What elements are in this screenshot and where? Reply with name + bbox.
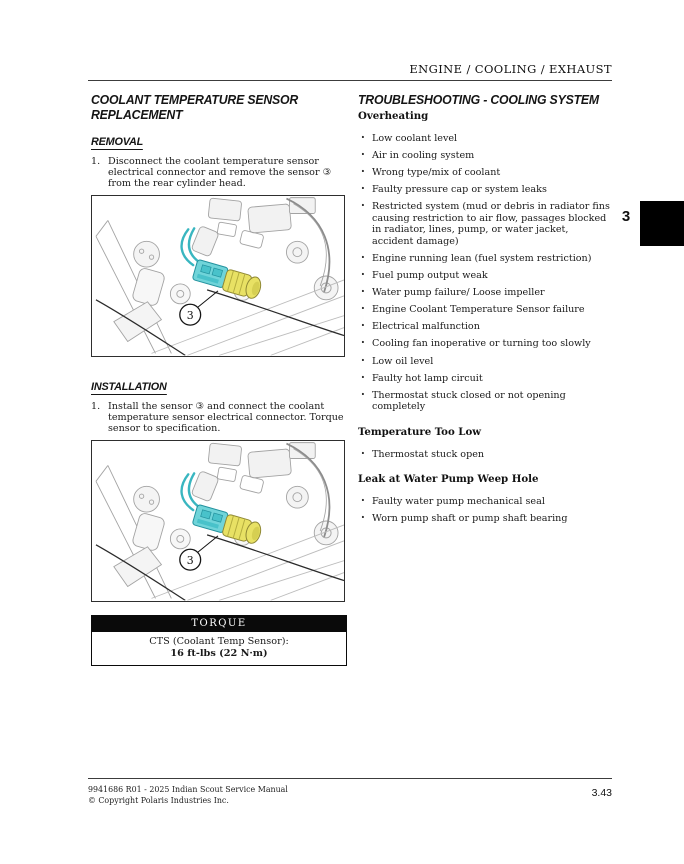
list-item: · Faulty pressure cap or system leaks	[358, 184, 612, 196]
list-item: · Faulty water pump mechanical seal	[358, 496, 612, 508]
installation-figure	[91, 440, 345, 602]
list-item: · Restricted system (mud or debris in radiator fins causing restriction to air flow, passages blocked in radiator, lines, pump, or water jacket, accident damage)	[358, 201, 612, 247]
footer-manual-info	[88, 785, 288, 806]
torque-box-header: TORQUE	[92, 616, 346, 632]
step-number: 1.	[91, 400, 101, 412]
list-item: · Worn pump shaft or pump shaft bearing	[358, 513, 612, 525]
engine-illustration	[92, 196, 344, 356]
list-item: · Wrong type/mix of coolant	[358, 167, 612, 179]
step-text: Install the sensor ③ and connect the coolant temperature sensor electrical connector. Torque sensor to specification.	[108, 400, 344, 434]
installation-step-1	[91, 402, 345, 435]
footer-line-1: 9941686 R01 - 2025 Indian Scout Service Manual	[88, 785, 288, 794]
right-column	[358, 92, 612, 530]
list-item: · Engine Coolant Temperature Sensor failure	[358, 304, 612, 316]
removal-heading: REMOVAL	[91, 136, 144, 148]
list-item: · Engine running lean (fuel system restriction)	[358, 253, 612, 265]
list-item: · Faulty hot lamp circuit	[358, 373, 612, 385]
weep-hole-list	[358, 496, 612, 525]
removal-figure	[91, 195, 345, 357]
chapter-tab-marker	[640, 201, 684, 246]
subsection-weep-hole-leak: Leak at Water Pump Weep Hole	[358, 473, 539, 486]
chapter-number: 3	[621, 208, 631, 225]
torque-spec-label: CTS (Coolant Temp Sensor):	[149, 636, 289, 648]
removal-step-1	[91, 157, 345, 190]
torque-spec-box	[91, 615, 347, 666]
torque-spec-value: 16 ft-lbs (22 N·m)	[170, 647, 268, 659]
subsection-temp-too-low: Temperature Too Low	[358, 425, 482, 438]
page-number: 3.43	[591, 787, 612, 799]
list-item: · Air in cooling system	[358, 150, 612, 162]
left-column	[91, 92, 345, 666]
list-item: · Thermostat stuck closed or not opening completely	[358, 390, 612, 413]
running-header: ENGINE / COOLING / EXHAUST	[409, 62, 612, 76]
list-item: · Low coolant level	[358, 133, 612, 145]
step-number: 1.	[91, 156, 101, 167]
list-item: · Low oil level	[358, 356, 612, 368]
subsection-overheating: Overheating	[358, 110, 429, 122]
temp-too-low-list	[358, 449, 612, 461]
installation-heading: INSTALLATION	[91, 380, 167, 393]
overheating-list	[358, 133, 612, 413]
list-item: · Electrical malfunction	[358, 321, 612, 333]
step-text: Disconnect the coolant temperature sensor electrical connector and remove the sensor ③ from the rear cylinder head.	[108, 156, 332, 189]
section-title-troubleshooting: TROUBLESHOOTING - COOLING SYSTEM	[358, 92, 599, 107]
list-item: · Fuel pump output weak	[358, 270, 612, 282]
list-item: · Water pump failure/ Loose impeller	[358, 287, 612, 299]
section-title-coolant-sensor: COOLANT TEMPERATURE SENSOR REPLACEMENT	[91, 92, 299, 122]
footer-line-2: © Copyright Polaris Industries Inc.	[88, 795, 229, 805]
footer-rule	[88, 778, 612, 779]
header-rule	[88, 80, 612, 81]
engine-illustration	[92, 441, 344, 601]
list-item: · Thermostat stuck open	[358, 449, 612, 461]
list-item: · Cooling fan inoperative or turning too slowly	[358, 338, 612, 350]
